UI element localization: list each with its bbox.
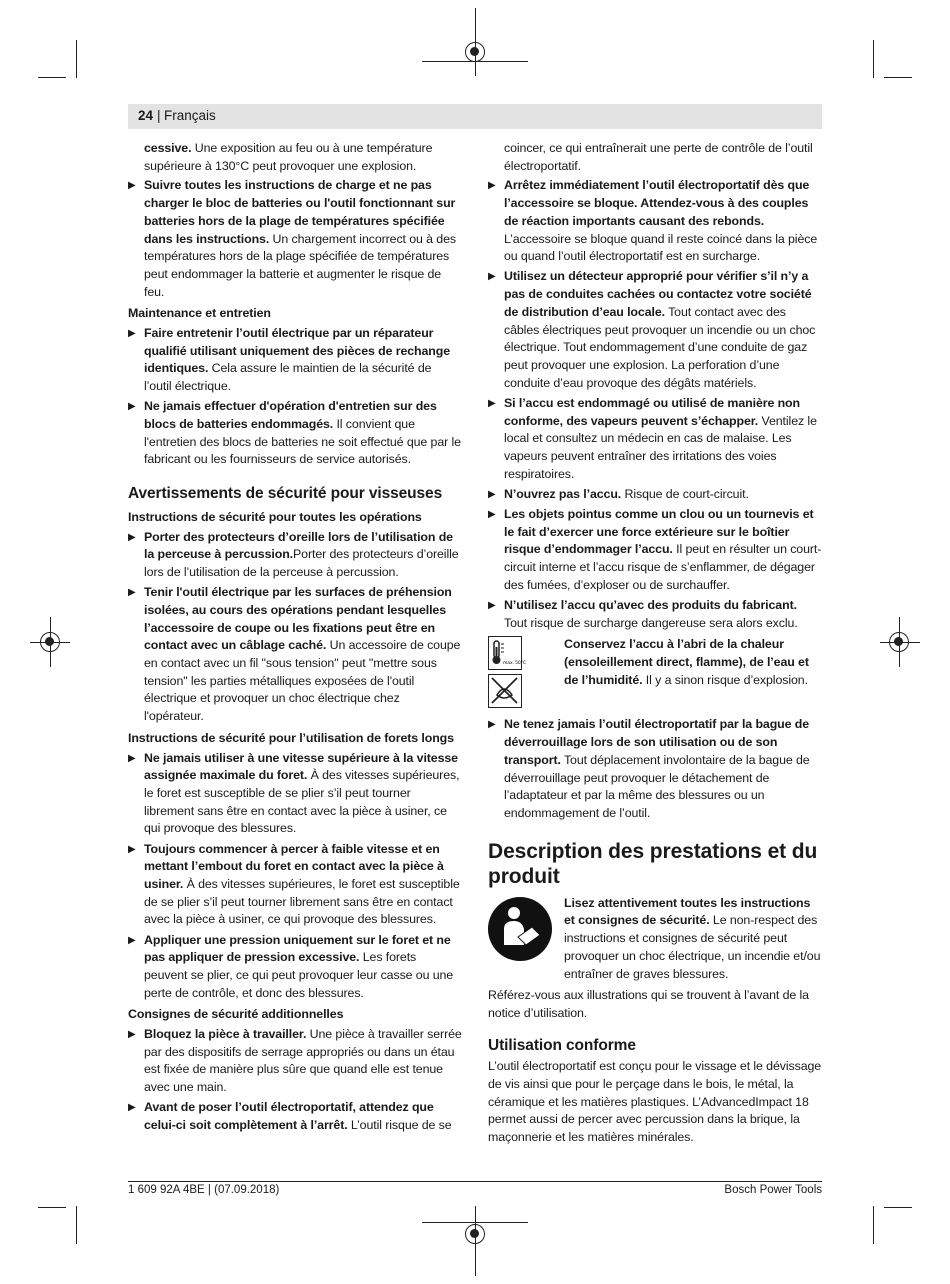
list-item	[488, 597, 822, 632]
list-item	[128, 584, 462, 726]
bold-text: N’utilisez l’accu qu’avec des produits du fabricant.	[504, 598, 797, 613]
body-text: Ventilez le local et consultez un médecin en cas de malaise. Les vapeurs peuvent entraîner des irritations des voies respiratoires.	[504, 413, 817, 481]
paragraph: L’outil électroportatif est conçu pour le vissage et le dévissage de vis ainsi que pour le perçage dans le bois, le métal, la céramique et les matières plastiques. L’AdvancedImpact 18 permet aussi de percer avec percussion dans la brique, la maçonnerie et les matières minérales.	[488, 1059, 822, 1145]
bullet-icon: ▶	[128, 401, 136, 413]
subheading: Instructions de sécurité pour l’utilisation de forets longs	[128, 730, 454, 745]
thermometer-icon	[488, 636, 526, 670]
list-item	[488, 395, 822, 484]
bullet-icon: ▶	[488, 600, 496, 612]
read-instructions-notice	[488, 895, 822, 984]
bold-text: Bloquez la pièce à travailler.	[144, 1027, 307, 1042]
list-item	[488, 716, 822, 822]
crop-mark	[884, 1207, 912, 1208]
crop-mark	[873, 40, 874, 78]
list-item	[128, 1099, 462, 1134]
crop-mark	[76, 40, 77, 78]
body-text: À des vitesses supérieures, le foret est susceptible de se plier s’il peut tourner librement sans être en contact avec la pièce à usiner, ce qui provoque des blessures.	[144, 876, 460, 927]
body-text: Un accessoire de coupe en contact avec un fil "sous tension" peut "mettre sous tension" les parties métalliques exposées de l'outil électrique et provoquer un choc électrique chez l'opérateur.	[144, 638, 461, 724]
bold-text: Lisez attentivement toutes les instructions et consignes de sécurité.	[564, 895, 811, 928]
registration-target-icon	[889, 632, 909, 652]
crop-mark	[873, 1206, 874, 1244]
bold-text: Appliquer une pression uniquement sur le foret et ne pas appliquer de pression excessive.	[144, 932, 451, 965]
body-text: Tout contact avec des câbles électriques peut provoquer un incendie ou un choc électrique. Tout endommagement d’une conduite de gaz peut provoquer une explosion. La perforation d’une conduite d’eau provoque des dégâts matériels.	[504, 304, 816, 390]
right-column	[488, 140, 822, 1149]
bullet-icon: ▶	[128, 180, 136, 192]
crop-mark	[38, 1207, 66, 1208]
bullet-icon: ▶	[128, 752, 136, 764]
registration-target-icon	[465, 1224, 485, 1244]
list-item	[128, 325, 462, 396]
bold-text: Ne tenez jamais l’outil électroportatif par la bague de déverrouillage lors de son utilisation ou de son transport.	[504, 717, 810, 767]
body-text: Tout risque de surcharge dangereuse sera alors exclu.	[504, 615, 798, 630]
header-separator: |	[157, 108, 161, 123]
bold-text: Utilisez un détecteur approprié pour vérifier s’il n’y a pas de conduites cachées ou contactez votre société de distribution d’eau locale.	[504, 269, 812, 319]
section-title: Description des prestations et du produit	[488, 839, 818, 888]
bold-text: Ne jamais effectuer d'opération d'entretien sur des blocs de batteries endommagés.	[144, 399, 437, 432]
list-item	[128, 398, 462, 469]
body-text: Il convient que l'entretien des blocs de batteries ne soit effectué que par le fabricant ou les fournisseurs de service autorisés.	[144, 417, 461, 467]
bold-text: Conservez l’accu à l’abri de la chaleur (ensoleillement direct, flamme), de l’eau et de l’humidité.	[564, 637, 809, 687]
body-text: Tout déplacement involontaire de la bague de déverrouillage peut provoquer le détachement de l’adaptateur et par la même des blessures ou un endommagement de l’outil.	[504, 752, 810, 820]
list-item	[488, 177, 822, 266]
section-title: Avertissements de sécurité pour visseuses	[128, 485, 443, 503]
list-item	[128, 1026, 462, 1097]
read-manual-icon	[488, 897, 552, 961]
footer-rule	[128, 1181, 822, 1182]
list-item	[128, 750, 462, 839]
body-text: Il y a sinon risque d’explosion.	[642, 672, 808, 687]
bold-text: Porter des protecteurs d’oreille lors de l’utilisation de la perceuse à percussion.	[144, 529, 453, 562]
icon-label: max. 50°C	[503, 661, 526, 667]
list-item	[128, 932, 462, 1003]
crop-mark	[76, 1206, 77, 1244]
bullet-icon: ▶	[128, 328, 136, 340]
list-item	[488, 506, 822, 595]
bullet-icon: ▶	[128, 531, 136, 543]
bold-text: Suivre toutes les instructions de charge et ne pas charger le bloc de batteries ou l'outil fonctionnant sur batteries hors de la plage de températures spécifiée dans les instructions.	[144, 178, 456, 246]
body-text: Une pièce à travailler serrée par des dispositifs de serrage appropriés ou dans un étau est fixée de manière plus sûre que quand elle est tenue avec une main.	[144, 1027, 462, 1095]
bold-text: N’ouvrez pas l’accu.	[504, 486, 622, 501]
body-text: Porter des protecteurs d’oreille lors de l’utilisation de la perceuse à percussion.	[144, 547, 459, 579]
bold-text: Arrêtez immédiatement l’outil électroportatif dès que l’accessoire se bloque. Attendez-vous à des couples de réaction importants causant des rebonds.	[504, 178, 810, 228]
body-text: L’outil risque de se	[347, 1118, 452, 1133]
body-text: À des vitesses supérieures, le foret est susceptible de se plier s’il peut tourner librement sans être en contact avec la pièce à usiner, ce qui provoque des blessures.	[144, 768, 460, 836]
page-header	[128, 104, 822, 129]
paragraph: coincer, ce qui entraînerait une perte de contrôle de l’outil électroportatif.	[504, 141, 813, 173]
bold-text: Ne jamais utiliser à une vitesse supérieure à la vitesse assignée maximale du foret.	[144, 750, 458, 783]
heat-warning	[488, 636, 822, 708]
body-text: Les forets peuvent se plier, ce qui peut provoquer leur casse ou une perte de contrôle, et donc des blessures.	[144, 950, 454, 1000]
bold-text: Tenir l'outil électrique par les surfaces de préhension isolées, au cours des opérations pendant lesquelles l’accessoire de coupe ou les fixations peut être en contact avec un câblage caché.	[144, 585, 452, 653]
registration-target-icon	[465, 42, 485, 62]
bullet-icon: ▶	[488, 488, 496, 500]
bullet-icon: ▶	[488, 509, 496, 521]
bold-text: Si l’accu est endommagé ou utilisé de manière non conforme, des vapeurs peuvent s’échapper.	[504, 395, 800, 428]
bullet-icon: ▶	[488, 180, 496, 192]
subheading: Consignes de sécurité additionnelles	[128, 1007, 344, 1022]
registration-target-icon	[40, 632, 60, 652]
bullet-icon: ▶	[128, 1029, 136, 1041]
bold-text: Toujours commencer à percer à faible vitesse et en mettant l’embout du foret en contact avec la pièce à usiner.	[144, 841, 444, 891]
left-column	[128, 140, 462, 1137]
list-item	[128, 841, 462, 930]
body-text: Un chargement incorrect ou à des températures hors de la plage spécifiée de températures peut endommager la batterie et augmenter le risque de feu.	[144, 231, 456, 299]
bold-text: cessive.	[144, 141, 192, 155]
bullet-icon: ▶	[488, 719, 496, 731]
body-text: Le non-respect des instructions et consignes de sécurité peut provoquer un choc électrique, un incendie et/ou entraîner de graves blessures.	[564, 913, 821, 981]
subheading: Instructions de sécurité pour toutes les opérations	[128, 509, 422, 524]
bullet-icon: ▶	[128, 934, 136, 946]
crop-mark	[38, 77, 66, 78]
bullet-icon: ▶	[128, 843, 136, 855]
body-text: Risque de court-circuit.	[621, 486, 749, 501]
bold-text: Les objets pointus comme un clou ou un tournevis et le fait d’exercer une force extérieure sur le boîtier risque d’endommager l’accu.	[504, 507, 814, 557]
subheading: Maintenance et entretien	[128, 306, 271, 321]
body-text: Il peut en résulter un court-circuit interne et l’accu risque de s’enflammer, de dégager des fumées, d’exploser ou de surchauffer.	[504, 542, 822, 592]
list-item	[128, 529, 462, 582]
list-item	[488, 268, 822, 392]
bold-text: Avant de poser l’outil électroportatif, attendez que celui-ci soit complètement à l’arrêt.	[144, 1100, 434, 1133]
body-text: Cela assure le maintien de la sécurité de l’outil électrique.	[144, 361, 432, 394]
header-language: Français	[164, 108, 216, 123]
subsection-title: Utilisation conforme	[488, 1036, 636, 1054]
bullet-icon: ▶	[128, 1102, 136, 1114]
list-item	[488, 486, 822, 504]
body-text: L’accessoire se bloque quand il reste coincé dans la pièce ou quand l’outil électroportatif est en surcharge.	[504, 231, 818, 264]
crop-mark	[884, 77, 912, 78]
bold-text: Faire entretenir l’outil électrique par un réparateur qualifié utilisant uniquement des pièces de rechange identiques.	[144, 326, 451, 376]
list-item	[128, 177, 462, 301]
bullet-icon: ▶	[488, 271, 496, 283]
brand-name: Bosch Power Tools	[724, 1184, 822, 1196]
no-water-icon	[488, 674, 522, 708]
paragraph: Référez-vous aux illustrations qui se trouvent à l’avant de la notice d’utilisation.	[488, 988, 809, 1020]
body-text: Une exposition au feu ou à une température supérieure à 130°C peut provoquer une explosion.	[144, 141, 433, 173]
bullet-icon: ▶	[488, 397, 496, 409]
bullet-icon: ▶	[128, 587, 136, 599]
document-id: 1 609 92A 4BE | (07.09.2018)	[128, 1184, 280, 1196]
page-number: 24	[138, 108, 154, 123]
paragraph	[128, 140, 462, 175]
